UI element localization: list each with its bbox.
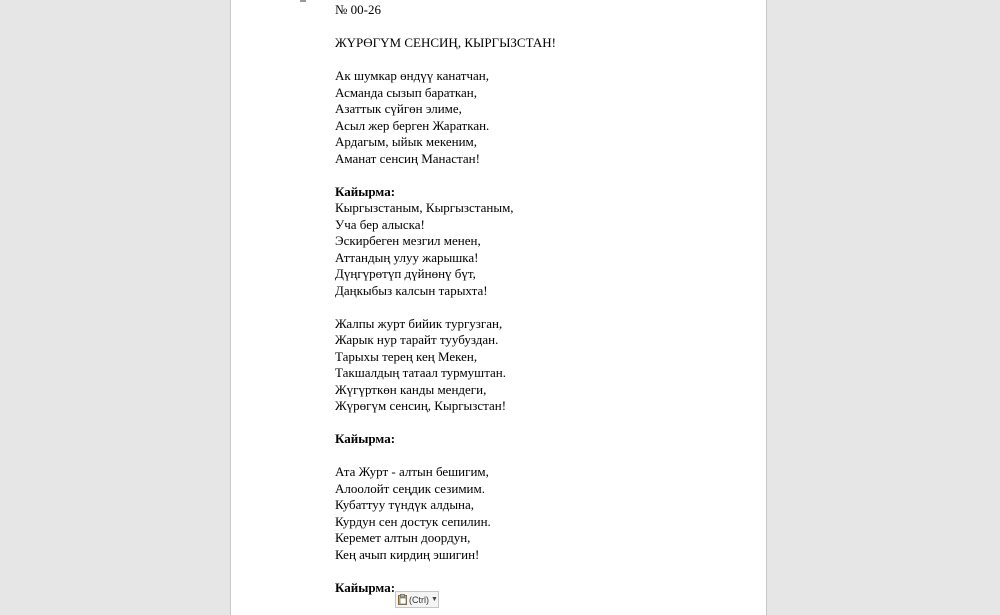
verse-line: Ардагым, ыйык мекеним,	[335, 134, 478, 149]
chorus-line: Даңкыбыз калсын тарыхта!	[335, 282, 488, 298]
paste-options-button[interactable]	[395, 591, 439, 608]
verse-line: Алоолойт сеңдик сезимим.	[335, 480, 485, 496]
chorus-line: Уча бер алыска!	[335, 216, 425, 232]
verse-line: Азаттык сүйгөн элиме,	[335, 101, 462, 116]
paste-options-label: (Ctrl)	[409, 594, 429, 605]
chorus-label: Кайырма:	[335, 183, 396, 199]
verse-line: Такшалдың татаал турмуштан.	[335, 365, 507, 380]
verse-line: Асманда сызып бараткан,	[335, 84, 478, 100]
verse-line: Кубаттуу түндүк алдына,	[335, 497, 475, 512]
chorus-line: Дүңгүрөтүп дүйнөнү бүт,	[335, 266, 476, 281]
verse-line: Курдун сен достук сепилин.	[335, 513, 491, 529]
chevron-down-icon: ▼	[431, 596, 438, 603]
verse-3	[335, 464, 556, 563]
chorus-label: Кайырма:	[335, 431, 396, 446]
chorus	[335, 200, 556, 299]
document-number: № 00-26	[335, 2, 381, 17]
verse-line: Жүрөгүм сенсиң, Кыргызстан!	[335, 398, 507, 413]
clipboard-icon	[398, 594, 407, 605]
chorus-line: Аттандың улуу жарышка!	[335, 249, 479, 265]
page-corner-mark	[300, 0, 306, 2]
chorus-label: Кайырма:	[335, 579, 396, 595]
verse-line: Аманат сенсиң Манастан!	[335, 150, 480, 166]
verse-line: Жалпы журт бийик тургузган,	[335, 315, 503, 331]
song-title: ЖҮРӨГҮМ СЕНСИҢ, КЫРГЫЗСТАН!	[335, 35, 556, 50]
verse-line: Ата Журт - алтын бешигим,	[335, 464, 489, 479]
document-body[interactable]	[335, 2, 556, 596]
chorus-line: Кыргызстаным, Кыргызстаным,	[335, 200, 514, 215]
verse-2	[335, 316, 556, 415]
verse-line: Кең ачып кирдиң эшигин!	[335, 546, 480, 562]
verse-line: Тарыхы терең кең Мекен,	[335, 348, 478, 364]
verse-1	[335, 68, 556, 167]
document-page[interactable]	[230, 0, 767, 615]
verse-line: Асыл жер берген Жараткан.	[335, 117, 490, 133]
verse-line: Жарык нур тарайт туубуздан.	[335, 332, 499, 347]
verse-line: Ак шумкар өндүү канатчан,	[335, 68, 489, 83]
verse-line: Керемет алтын доордун,	[335, 530, 471, 545]
verse-line: Жүгүрткөн канды мендеги,	[335, 381, 487, 397]
chorus-line: Эскирбеген мезгил менен,	[335, 233, 481, 248]
